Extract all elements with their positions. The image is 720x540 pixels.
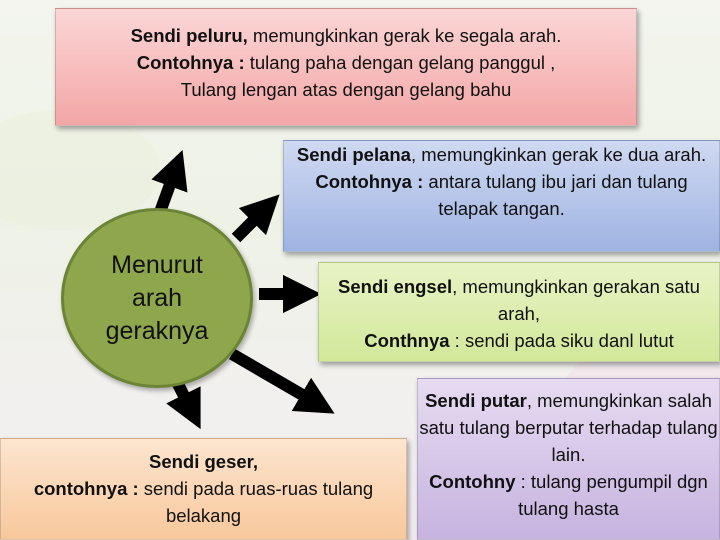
- sendi-pelana-box: [283, 140, 720, 252]
- sendi-peluru-line1: [56, 22, 636, 49]
- arrow-to-pelana: [236, 208, 266, 238]
- sendi-engsel-desc-block: [319, 273, 719, 327]
- sendi-peluru-example-text: tulang paha dengan gelang panggul ,: [244, 52, 556, 73]
- sendi-putar-desc-block: [418, 387, 719, 468]
- sendi-peluru-line2: [56, 49, 636, 76]
- arrow-to-peluru: [160, 168, 176, 212]
- sendi-geser-name: Sendi geser,: [149, 451, 258, 472]
- sendi-peluru-desc: memungkinkan gerak ke segala arah.: [247, 25, 562, 46]
- sendi-engsel-box: [318, 262, 720, 362]
- sendi-geser-name-line: [1, 448, 406, 475]
- sendi-peluru-name: Sendi peluru,: [130, 25, 248, 46]
- sendi-pelana-desc-block: [284, 141, 719, 168]
- arrow-to-putar: [232, 354, 318, 404]
- center-label: Menurut arah geraknya: [105, 250, 209, 345]
- sendi-pelana-example-label: Contohnya :: [315, 171, 424, 192]
- center-circle: [61, 208, 253, 388]
- sendi-peluru-line3: Tulang lengan atas dengan gelang bahu: [180, 79, 512, 100]
- arrow-to-geser: [178, 384, 192, 412]
- sendi-putar-box: [417, 378, 720, 540]
- sendi-geser-example-block: [1, 475, 406, 529]
- sendi-pelana-example-block: [284, 168, 719, 222]
- sendi-engsel-name: Sendi engsel: [338, 276, 453, 297]
- sendi-engsel-example-label: Conthnya: [364, 330, 450, 351]
- sendi-engsel-example-text: : sendi pada siku danl lutut: [449, 330, 674, 351]
- sendi-geser-example-text: sendi pada ruas-ruas tulang belakang: [138, 478, 374, 526]
- sendi-geser-box: [0, 438, 407, 540]
- sendi-pelana-name: Sendi pelana: [296, 144, 411, 165]
- sendi-pelana-desc: , memungkinkan gerak ke dua arah.: [410, 144, 707, 165]
- sendi-engsel-example-block: [319, 327, 719, 354]
- sendi-geser-example-label: contohnya :: [33, 478, 139, 499]
- sendi-putar-desc: , memungkinkan salah satu tulang berputar terhadap tulang lain.: [419, 390, 718, 465]
- sendi-peluru-box: [55, 8, 637, 126]
- sendi-putar-name: Sendi putar: [425, 390, 527, 411]
- sendi-pelana-example-text: antara tulang ibu jari dan tulang telapak tangan.: [423, 171, 688, 219]
- sendi-putar-example-block: [418, 468, 719, 522]
- sendi-peluru-example-label: Contohnya :: [136, 52, 245, 73]
- sendi-putar-example-text: : tulang pengumpil dgn tulang hasta: [515, 471, 708, 519]
- sendi-putar-example-label: Contohny: [429, 471, 516, 492]
- sendi-engsel-desc: , memungkinkan gerakan satu arah,: [452, 276, 700, 324]
